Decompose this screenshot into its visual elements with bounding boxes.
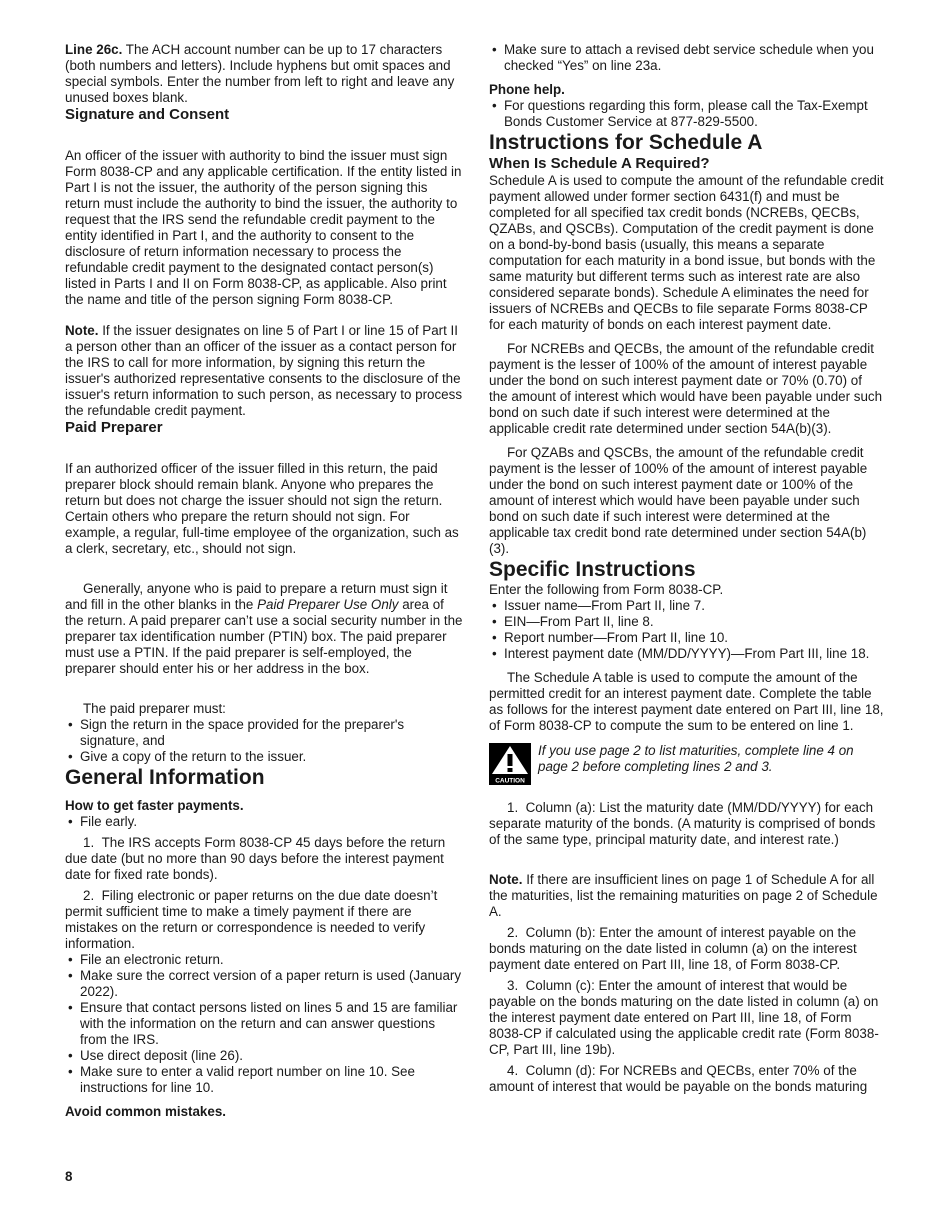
caution-text: If you use page 2 to list maturities, complete line 4 on page 2 before completing lines 2 and 3.	[538, 743, 854, 774]
list-item: • Sign the return in the space provided for the preparer's signature, and	[65, 717, 463, 749]
list-item: • For questions regarding this form, please call the Tax-Exempt Bonds Customer Service at 877-829-5500.	[489, 98, 884, 130]
list-item: • Make sure to attach a revised debt service schedule when you checked “Yes” on line 23a.	[489, 42, 884, 74]
schedule-note	[489, 872, 884, 920]
debt-schedule-list	[489, 42, 884, 74]
line-26c-text: The ACH account number can be up to 17 characters (both numbers and letters). Include hyphens but omit spaces and special symbols. Enter the number from left to right and leave any unused boxes blank.	[65, 42, 455, 105]
paid-preparer-paragraph-2	[65, 581, 463, 677]
paid-preparer-heading: Paid Preparer	[65, 419, 163, 436]
caution-icon-dot	[508, 768, 513, 772]
specific-intro: Enter the following from Form 8038-CP.	[489, 582, 724, 597]
list-item: • Make sure the correct version of a paper return is used (January 2022).	[65, 968, 463, 1000]
when-required-heading: When Is Schedule A Required?	[489, 155, 710, 172]
column-b-instruction: 2. Column (b): Enter the amount of interest payable on the bonds maturing on the date listed in column (a) on the interest payment date entered on Part III, line 18, of Form 8038-CP.	[489, 925, 857, 972]
general-point-1: 1. The IRS accepts Form 8038-CP 45 days before the return due date (but no more than 90 days before the interest payment date for fixed rate bonds).	[65, 835, 446, 882]
signature-note	[65, 323, 463, 419]
schedule-a-paragraph-2: For NCREBs and QECBs, the amount of the refundable credit payment is the lesser of 100% of the amount of interest payable under the bond on such interest payment date or 70% (0.70) of the amount of interest which would have been payable under such bond on such date if such interest were determined at the applicable credit rate determined under section 54A(b)(3).	[489, 341, 883, 436]
phone-help-label: Phone help.	[489, 82, 565, 97]
avoid-mistakes-label: Avoid common mistakes.	[65, 1104, 226, 1119]
general-information-heading: General Information	[65, 766, 265, 789]
list-item: • Ensure that contact persons listed on lines 5 and 15 are familiar with the information on the return and can answer questions from the IRS.	[65, 1000, 463, 1048]
line-26c-label: Line 26c.	[65, 42, 123, 57]
phone-help-list	[489, 98, 884, 130]
schedule-a-heading: Instructions for Schedule A	[489, 131, 763, 154]
caution-icon-label: CAUTION	[495, 777, 525, 785]
schedule-table-paragraph: The Schedule A table is used to compute the amount of the permitted credit for an interest payment date. Complete the table as follows for the interest payment date entered on Part III, line 18, of Form 8038-CP to compute the sum to be entered on line 1.	[489, 670, 884, 733]
note-text: If there are insufficient lines on page 1 of Schedule A for all the maturities, list the remaining maturities on page 2 of Schedule A.	[489, 872, 878, 919]
paid-preparer-use-only: Paid Preparer Use Only	[257, 597, 399, 612]
list-item: • Give a copy of the return to the issuer.	[65, 749, 463, 765]
page-number: 8	[65, 1169, 73, 1184]
list-item: • Report number—From Part II, line 10.	[489, 630, 884, 646]
note-label: Note.	[65, 323, 99, 338]
list-item: • EIN—From Part II, line 8.	[489, 614, 884, 630]
paid-preparer-text-b: area of the return. A paid preparer can’t use a social security number in the preparer tax identification number (PTIN) box. The paid preparer must use a PTIN. If the paid preparer is self-employed, the preparer should enter his or her address in the box.	[65, 597, 463, 676]
column-c-instruction: 3. Column (c): Enter the amount of interest that would be payable on the bonds maturing on the date listed in column (a) on the interest payment date entered on Part III, line 18, of Form 8038-CP if calculated using the applicable credit rate (Form 8038-CP, Part III, line 19b).	[489, 978, 879, 1057]
caution-note	[489, 743, 884, 785]
paid-preparer-paragraph-1: If an authorized officer of the issuer filled in this return, the paid preparer block should remain blank. Anyone who prepares the return but does not charge the issuer should not sign the return. Certain others who prepare the return should not sign. For example, a regular, full-time employee of the organization, such as a clerk, secretary, etc., should not sign.	[65, 461, 459, 556]
specific-instructions-heading: Specific Instructions	[489, 558, 696, 581]
list-item: • File early.	[65, 814, 463, 830]
list-item: • Issuer name—From Part II, line 7.	[489, 598, 884, 614]
note-label: Note.	[489, 872, 523, 887]
right-column	[489, 42, 884, 1095]
left-column	[65, 42, 463, 1120]
list-item: • Use direct deposit (line 26).	[65, 1048, 463, 1064]
line-26c-paragraph	[65, 42, 463, 106]
list-item: • Interest payment date (MM/DD/YYYY)—From Part III, line 18.	[489, 646, 884, 662]
list-item: • Make sure to enter a valid report number on line 10. See instructions for line 10.	[65, 1064, 463, 1096]
signature-paragraph: An officer of the issuer with authority to bind the issuer must sign Form 8038-CP and any applicable certification. If the entity listed in Part I is not the issuer, the authority of the person signing this return must include the authority to bind the issuer, the authority to request that the IRS send the refundable credit payment to the entity identified in Part I, and the authority to consent to the disclosure of return information necessary to process the refundable credit payment to the designated contact person(s) listed in Parts I and II on Form 8038-CP, as applicable. Also print the name and title of the person signing Form 8038-CP.	[65, 148, 462, 307]
schedule-a-paragraph-3: For QZABs and QSCBs, the amount of the refundable credit payment is the lesser of 100% of the amount of interest payable under the bond on such interest payment date or 100% of the amount of interest which would have been payable under such bond on such date if such interest were determined at the applicable tax credit bond rate determined under section 54A(b)(3).	[489, 445, 868, 556]
paid-preparer-text-a: Generally, anyone who is paid to prepare a return must sign it and fill in the other blanks in the	[65, 581, 448, 612]
specific-items-list	[489, 598, 884, 662]
general-point-2: 2. Filing electronic or paper returns on the due date doesn’t permit sufficient time to make a timely payment if there are mistakes on the return or correspondence is needed to verify information.	[65, 888, 438, 951]
schedule-a-paragraph-1: Schedule A is used to compute the amount of the refundable credit payment allowed under former section 6431(f) and must be completed for all specified tax credit bonds (NCREBs, QECBs, QZABs, and QSCBs). Computation of the credit payment is done on a bond-by-bond basis (usually, this means a separate computation for each maturity in a bond issue, but bonds with the same maturity but different terms such as interest rate are also considered separate bonds). Schedule A eliminates the need for issuers of NCREBs and QECBs to file separate Forms 8038-CP for each maturity of bonds on each interest payment date.	[489, 173, 884, 332]
column-a-instruction: 1. Column (a): List the maturity date (MM/DD/YYYY) for each separate maturity of the bonds. (A maturity is comprised of bonds of the same type, principal maturity date, and interest rate.)	[489, 800, 876, 847]
signature-consent-heading: Signature and Consent	[65, 106, 230, 123]
file-early-list	[65, 814, 463, 830]
paid-preparer-must-list	[65, 717, 463, 765]
faster-payments-label: How to get faster payments.	[65, 798, 244, 813]
caution-icon	[489, 743, 531, 785]
column-d-instruction: 4. Column (d): For NCREBs and QECBs, enter 70% of the amount of interest that would be payable on the bonds maturing	[489, 1063, 868, 1094]
list-item: • File an electronic return.	[65, 952, 463, 968]
note-text: If the issuer designates on line 5 of Part I or line 15 of Part II a person other than an officer of the issuer as a contact person for the IRS to call for more information, by signing this return the issuer's authorized representative consents to the disclosure of the issuer's return information to such person, as necessary to process the refundable credit payment.	[65, 323, 463, 418]
caution-icon-bar	[508, 754, 513, 766]
paid-preparer-must-intro: The paid preparer must:	[83, 701, 226, 716]
general-bullets	[65, 952, 463, 1096]
